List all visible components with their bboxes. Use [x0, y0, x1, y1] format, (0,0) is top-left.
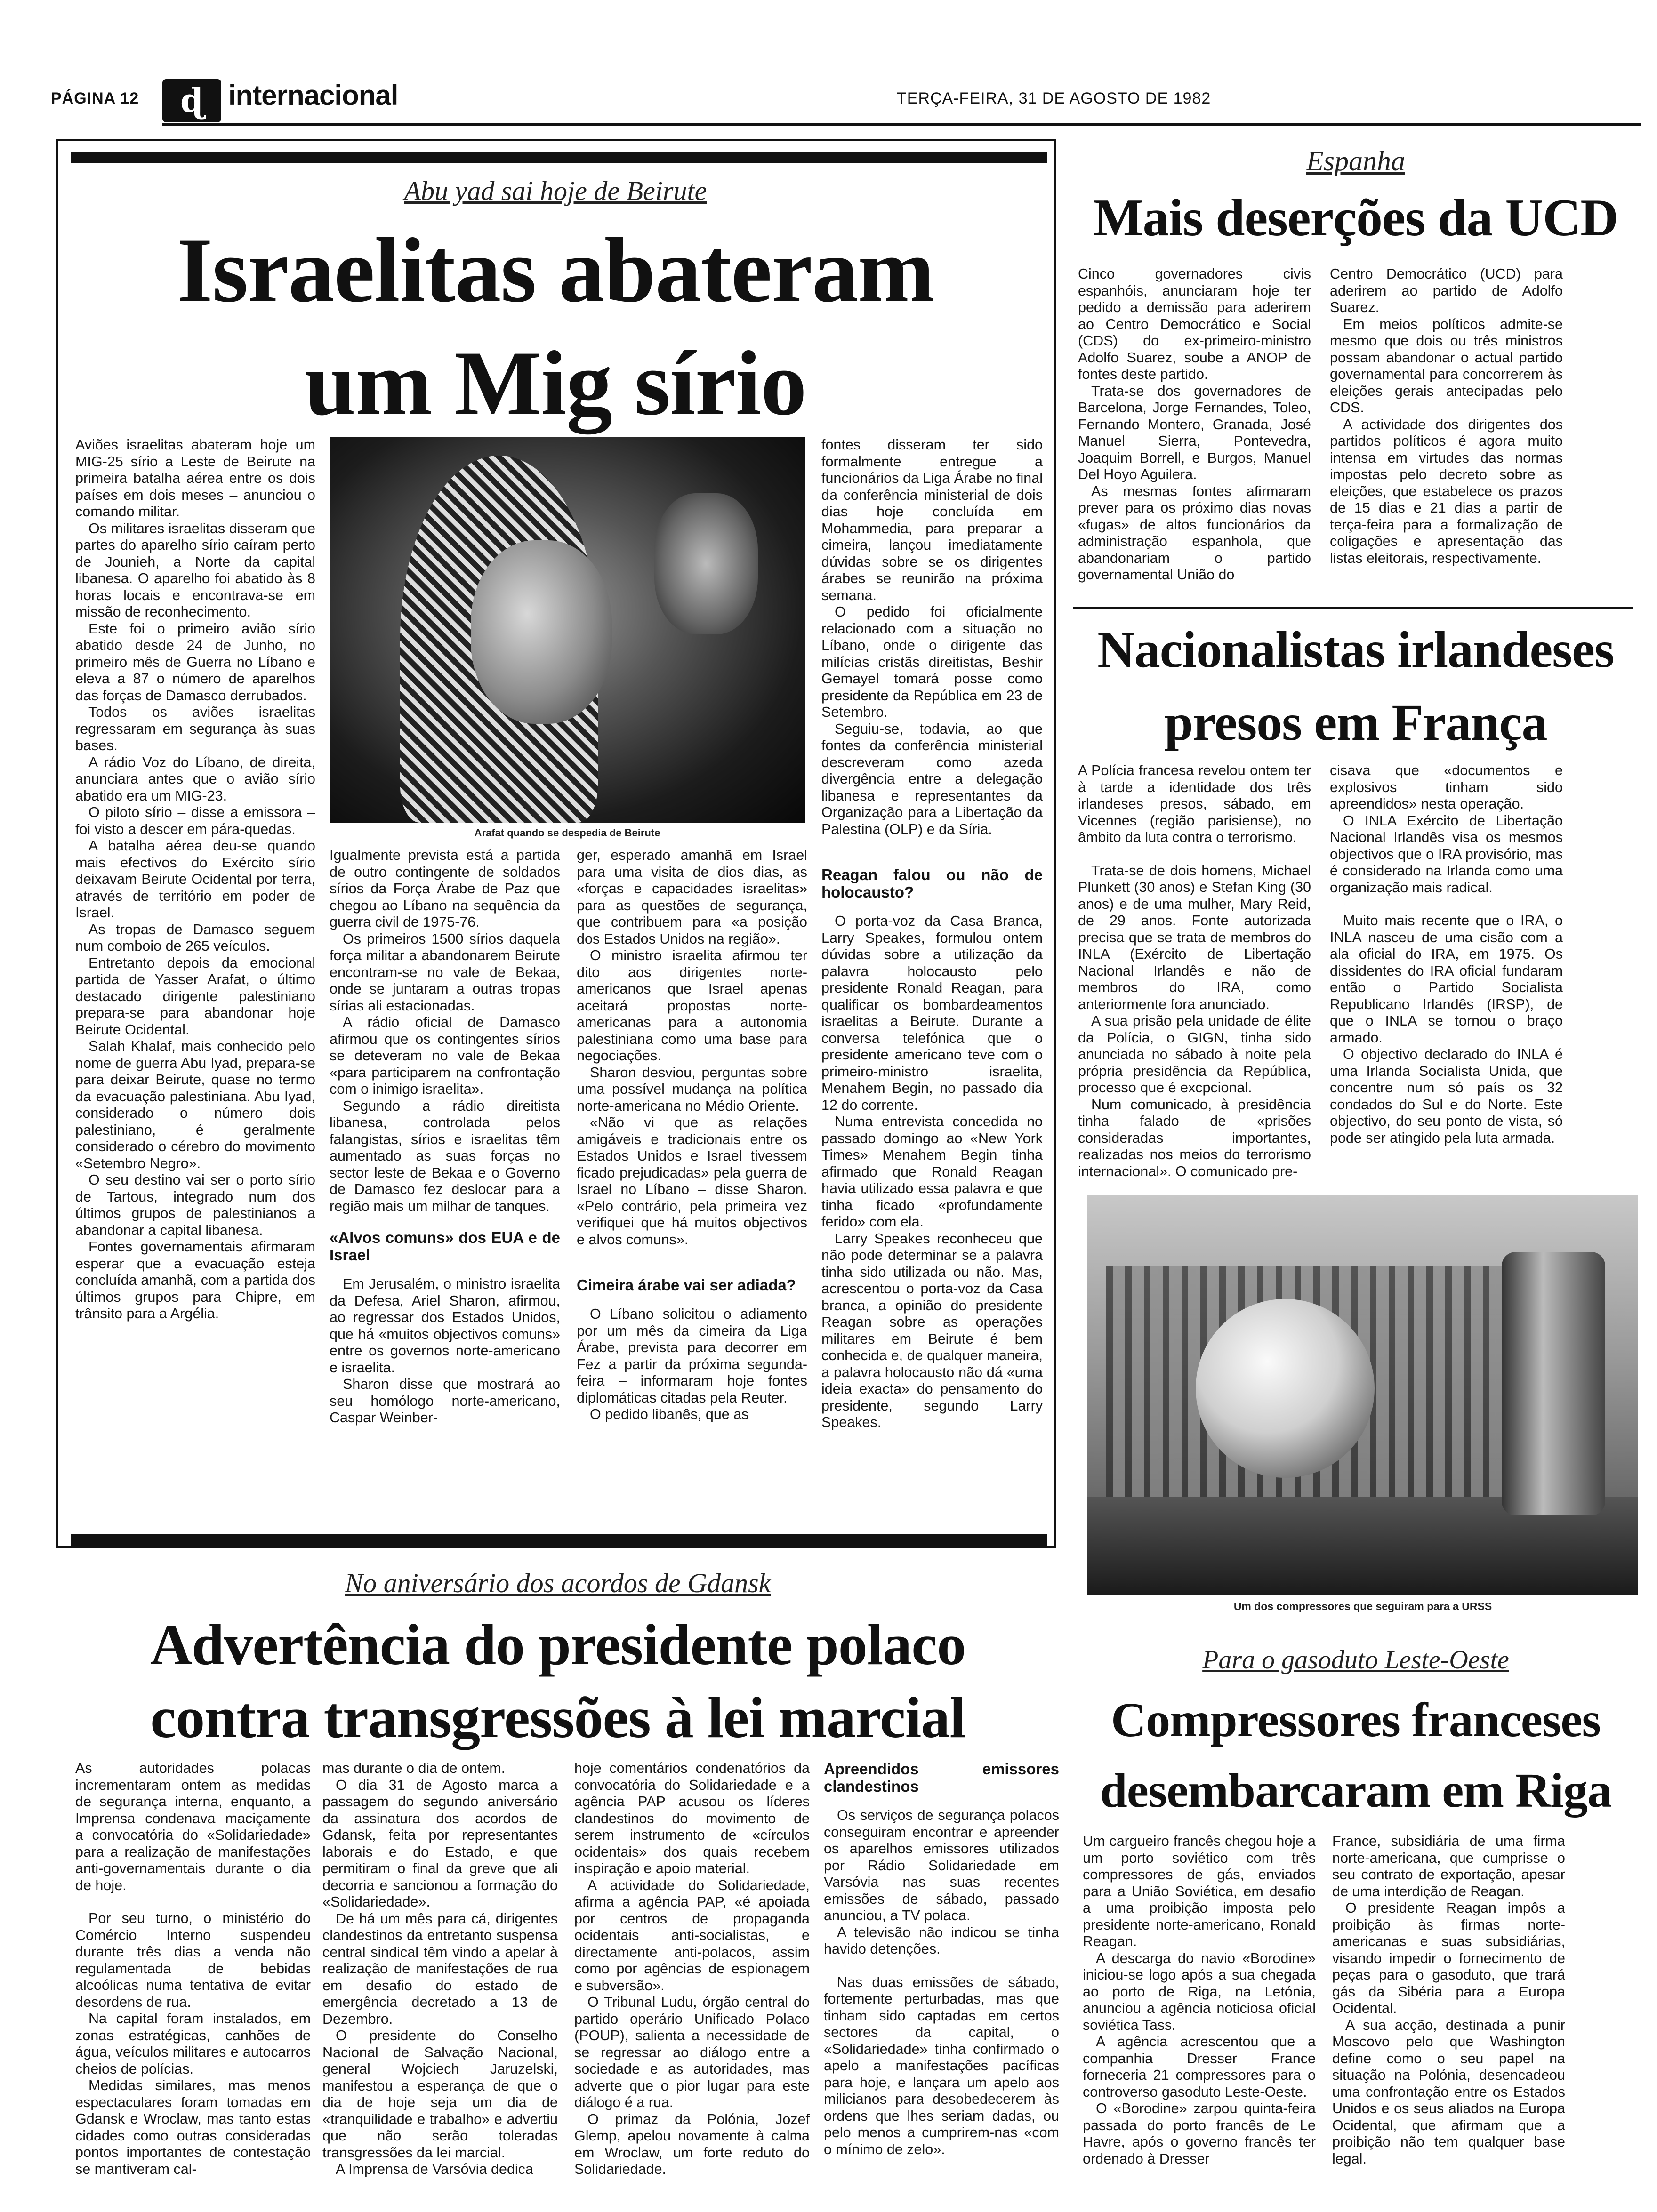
paragraph: A televisão não indicou se tinha havido detenções.: [824, 1924, 1059, 1957]
paragraph: Aviões israelitas abateram hoje um MIG-25 sírio a Leste de Beirute na primeira batalha aérea entre os dois países em dois meses – anunciou o comando militar.: [75, 437, 315, 520]
paragraph: Igualmente prevista está a partida de outro contingente de soldados sírios da Força Árabe de Paz que chegou ao Líbano na sequência da guerra civil de 1975-76.: [330, 847, 560, 930]
paragraph: hoje comentários condenatórios da convocatória do Solidariedade e a agência PAP acusou os líderes clandestinos do movimento de serem instrumento de «círculos ocidentais» dos quais recebem inspiração e apoio material.: [574, 1760, 810, 1876]
compressor-dome-shape: [1196, 1299, 1375, 1478]
paragraph: O Líbano solicitou o adiamento por um mês da cimeira da Liga Árabe, prevista para decorrer em Fez a partir da próxima segunda-feira – informaram hoje fontes diplomáticas citadas pela Reuter.: [577, 1306, 807, 1406]
paragraph: Larry Speakes reconheceu que não pode determinar se a palavra tinha sido utilizada ou não. Mas, acrescentou o porta-voz da Casa branca, a opinião do presidente Reagan sobre as operações militares em Beirute é bem conhecida e, de qualquer maneira, a palavra holocausto não dá «uma ideia exacta» do pensamento do presidente, segundo Larry Speakes.: [821, 1230, 1043, 1430]
paragraph: Trata-se de dois homens, Michael Plunkett (30 anos) e Stefan King (30 anos) e de uma mulher, Mary Reid, de 29 anos. Fonte autorizada precisa que se trata de membros do INLA (Exército de Libertação Nacional Irlandês e não de membros do IRA, como anteriormente fora anunciado.: [1078, 862, 1311, 1012]
paragraph: A agência acrescentou que a companhia Dresser France forneceria 21 compressores para o controverso gasoduto Leste-Oeste.: [1083, 2034, 1316, 2100]
poland-headline-line2: contra transgressões à lei marcial: [150, 1685, 965, 1750]
poland-column-2: [322, 1760, 558, 2178]
paragraph: ger, esperado amanhã em Israel para uma visita de dios dias, as «forças e capacidades israelitas» para as questões de segurança, que contribuem para «a posição dos Estados Unidos na região».: [577, 847, 807, 947]
paragraph: O objectivo declarado do INLA é uma Irlanda Socialista Unida, que concentre num só país os 32 condados do Sul e do Norte. Este objectivo, do seu ponto de vista, só pode ser atingido pela luta armada.: [1330, 1046, 1563, 1146]
compressor-kicker: Para o gasoduto Leste-Oeste: [1202, 1645, 1509, 1675]
spain-divider: [1073, 607, 1633, 609]
spain-column-2: [1330, 266, 1563, 567]
paragraph: Numa entrevista concedida no passado domingo ao «New York Times» Menahem Begin tinha afirmado que Ronald Reagan havia utilizado essa palavra e que tinha ficado «profundamente ferido» com ela.: [821, 1114, 1043, 1230]
face-shape: [471, 540, 612, 724]
paragraph: Fontes governamentais afirmaram esperar que a evacuação esteja concluída amanhã, com a partida dos últimos grupos para Chipre, em trânsito para a Argélia.: [75, 1239, 315, 1322]
israel-headline-line1: Israelitas abateram: [177, 219, 934, 321]
ireland-column-1: [1078, 762, 1311, 1180]
paragraph: O piloto sírio – disse a emissora – foi visto a descer em pára-quedas.: [75, 804, 315, 837]
page-number: PÁGINA 12: [51, 89, 139, 107]
paragraph: As tropas de Damasco seguem num comboio de 265 veículos.: [75, 921, 315, 954]
paragraph: A sua prisão pela unidade de élite da Polícia, o GIGN, tinha sido anunciada no sábado à noite pela própria presidência da República, processo que é excpcional.: [1078, 1013, 1311, 1096]
paragraph: O ministro israelita afirmou ter dito aos dirigentes norte-americanos que Israel apenas aceitará propostas norte-americanas para a autonomia palestiniana como uma base para negociações.: [577, 947, 807, 1064]
israel-column-2: [330, 847, 560, 1427]
cylinder-shape: [1502, 1252, 1605, 1515]
paragraph: Segundo a rádio direitista libanesa, controlada pelos falangistas, sírios e israelitas têm aumentado as suas forças no sector leste de Bekaa e o Governo de Damasco fez deslocar para a região mais um milhar de tanques.: [330, 1098, 560, 1214]
paragraph: A batalha aérea deu-se quando mais efectivos do Exército sírio deixavam Beirute Ocidental por terra, através de território em poder de Israel.: [75, 838, 315, 921]
paragraph: «Não vi que as relações amigáveis e tradicionais entre os Estados Unidos e Israel tivessem ficado prejudicadas» pela guerra de Israel no Líbano – disse Sharon. «Pelo contrário, pela primeira vez verifiquei que há muitos objectivos e alvos comuns».: [577, 1114, 807, 1248]
paragraph: Todos os aviões israelitas regressaram em segurança às suas bases.: [75, 704, 315, 753]
paragraph: Em meios políticos admite-se mesmo que dois ou três ministros possam abandonar o actual partido governamental para concorrerem às eleições gerais antecipadas pelo CDS.: [1330, 316, 1563, 416]
paragraph: Por seu turno, o ministério do Comércio Interno suspendeu durante três dias a venda não regulamentada de bebidas alcoólicas numa tentativa de evitar desordens de rua.: [75, 1910, 311, 2010]
israel-top-bar: [71, 152, 1047, 163]
paragraph: Centro Democrático (UCD) para aderirem ao partido de Adolfo Suarez.: [1330, 266, 1563, 315]
paragraph: O seu destino vai ser o porto sírio de Tartous, integrado num dos últimos grupos de palestinianos a abandonar a capital libanesa.: [75, 1172, 315, 1238]
compressor-headline-line2: desembarcaram em Riga: [1100, 1763, 1612, 1818]
paragraph: Na capital foram instalados, em zonas estratégicas, canhões de água, veículos militares e autocarros cheios de polícias.: [75, 2011, 311, 2077]
paragraph: A rádio Voz do Líbano, de direita, anunciara antes que o avião sírio abatido era um MIG-23.: [75, 754, 315, 804]
paragraph: O dia 31 de Agosto marca a passagem do segundo aniversário da assinatura dos acordos de Gdansk, feita por representantes laborais e do Estado, e que permitiram o final da greve que ali decorria e sancionou a formação do «Solidariedade».: [322, 1777, 558, 1910]
subheading: «Alvos comuns» dos EUA e de Israel: [330, 1229, 560, 1264]
paragraph: Muito mais recente que o IRA, o INLA nasceu de uma cisão com a ala oficial do IRA, em 1975. Os dissidentes do IRA oficial fundaram então o Partido Socialista Republicano Irlandês (IRSP), de que o INLA se tornou o braço armado.: [1330, 913, 1563, 1046]
paragraph: O pedido foi oficialmente relacionado com a situação no Líbano, onde o dirigente das milícias cristãs direitistas, Beshir Gemayel tomará posse como presidente da República em 23 de Setembro.: [821, 604, 1043, 720]
paragraph: O porta-voz da Casa Branca, Larry Speakes, formulou ontem dúvidas sobre a utilização da palavra holocausto pelo presidente Ronald Reagan, para qualificar os bombardeamentos israelitas a Beirute. Durante a conversa telefónica que o presidente americano teve com o primeiro-ministro israelita, Menahem Begin, no passado dia 12 do corrente.: [821, 913, 1043, 1113]
paragraph: As mesmas fontes afirmaram prever para os próximo dias novas «fugas» de altos funcionários da administração espanhola, que abandonariam o partido governamental União do: [1078, 483, 1311, 583]
poland-column-1: [75, 1760, 311, 2178]
paragraph: A sua acção, destinada a punir Moscovo pelo que Washington define como o seu papel na situação na Polónia, desencadeou uma confrontação entre os Estados Unidos e os seus aliados na Europa Ocidental, que afirmam que a proibição não tem qualquer base legal.: [1332, 2017, 1565, 2167]
paragraph: A descarga do navio «Borodine» iniciou-se logo após a sua chegada ao porto de Riga, na Letónia, anunciou a agência noticiosa oficial soviética Tass.: [1083, 1950, 1316, 2033]
arafat-photo-caption: Arafat quando se despedia de Beirute: [474, 827, 660, 839]
subheading: Reagan falou ou não de holocausto?: [821, 866, 1043, 901]
paragraph: As autoridades polacas incrementaram ontem as medidas de segurança interna, enquanto, a Imprensa condenava maciçamente a convocatória do «Solidariedade» para a realização de manifestações anti-governamentais durante o dia de hoje.: [75, 1760, 311, 1893]
paragraph: A rádio oficial de Damasco afirmou que os contingentes sírios se deteveram no vale de Bekaa «para participarem na confrontação com o inimigo israelita».: [330, 1014, 560, 1097]
newspaper-logo-icon: ɖ: [162, 79, 221, 122]
paragraph: Este foi o primeiro avião sírio abatido desde 24 de Junho, no primeiro mês de Guerra no Líbano e eleva a 87 o número de aparelhos das forças de Damasco derrubados.: [75, 620, 315, 704]
page-date: TERÇA-FEIRA, 31 DE AGOSTO DE 1982: [897, 89, 1211, 107]
paragraph: Nas duas emissões de sábado, fortemente perturbadas, mas que tinham sido captadas em certos sectores da capital, o «Solidariedade» tinha confirmado o apelo a manifestações pacíficas para hoje, e lançara um apelo aos milicianos para desobedecerem às ordens que lhes seriam dadas, ou pelo menos a cumprirem-nas «com o mínimo de zelo».: [824, 1974, 1059, 2157]
spain-kicker: Espanha: [1306, 145, 1405, 176]
poland-kicker: No aniversário dos acordos de Gdansk: [345, 1568, 771, 1598]
compressor-column-2: [1332, 1833, 1565, 2167]
header-rule: [162, 123, 1641, 126]
paragraph: Salah Khalaf, mais conhecido pelo nome de guerra Abu Iyad, prepara-se para deixar Beirute, quase no termo da evacuação palestiniana. Abu Iyad, considerado o número dois palestiniano, é geralmente considerado o cérebro do movimento «Setembro Negro».: [75, 1038, 315, 1171]
paragraph: De há um mês para cá, dirigentes clandestinos da entretanto suspensa central sindical têm vindo a apelar à realização de manifestações de rua em desafio do estado de emergência decretado a 13 de Dezembro.: [322, 1910, 558, 2027]
paragraph: Os militares israelitas disseram que partes do aparelho sírio caíram perto de Jounieh, a Norte da capital libanesa. O aparelho foi abatido às 8 horas locais e encontrava-se em missão de reconhecimento.: [75, 520, 315, 620]
paragraph: O INLA Exército de Libertação Nacional Irlandês visa os mesmos objectivos que o IRA provisório, mas é considerado na Irlanda como uma organização mais radical.: [1330, 812, 1563, 896]
spain-headline: Mais deserções da UCD: [1093, 189, 1618, 247]
israel-column-4: [821, 437, 1043, 1431]
section-title: internacional: [228, 80, 398, 111]
compressor-photo: [1087, 1195, 1638, 1595]
compressor-photo-caption: Um dos compressores que seguiram para a URSS: [1233, 1600, 1492, 1612]
paragraph: Cinco governadores civis espanhóis, anunciaram hoje ter pedido a demissão para aderirem ao Centro Democrático e Social (CDS) do ex-primeiro-ministro Adolfo Suarez, soube a ANOP de fontes deste partido.: [1078, 266, 1311, 382]
paragraph: fontes disseram ter sido formalmente entregue a funcionários da Liga Árabe no final da conferência ministerial de dois dias hoje concluída em Mohammedia, para preparar a cimeira, lançou imediatamente dúvidas sobre se os dirigentes árabes se reunirão na próxima semana.: [821, 437, 1043, 603]
paragraph: Seguiu-se, todavia, ao que fontes da conferência ministerial descreveram como azeda divergência entre a delegação libanesa e representantes da Organização para a Libertação da Palestina (OLP) e da Síria.: [821, 721, 1043, 837]
israel-column-3: [577, 847, 807, 1423]
paragraph: mas durante o dia de ontem.: [322, 1760, 506, 1776]
paragraph: O pedido libanês, que as: [590, 1406, 749, 1422]
paragraph: Os primeiros 1500 sírios daquela força militar a abandonarem Beirute encontram-se no vale de Bekaa, onde se juntaram a outras tropas sírias ali estacionadas.: [330, 930, 560, 1014]
compressor-column-1: [1083, 1833, 1316, 2167]
paragraph: Um cargueiro francês chegou hoje a um porto soviético com três compressores de gás, enviados para a União Soviética, em desafio a uma proibição imposta pelo presidente norte-americano, Ronald Reagan.: [1083, 1833, 1316, 1949]
paragraph: Os serviços de segurança polacos conseguiram encontrar e apreender os aparelhos emissores utilizados por Rádio Solidariedade em Varsóvia nas suas recentes emissões de sábado, passado anunciou, a TV polaca.: [824, 1807, 1059, 1923]
paragraph: Sharon desviou, perguntas sobre uma possível mudança na política norte-americana no Médio Oriente.: [577, 1064, 807, 1114]
subheading: Apreendidos emissores clandestinos: [824, 1760, 1059, 1795]
poland-column-3: [574, 1760, 810, 2178]
israel-bottom-bar: [71, 1534, 1047, 1546]
arafat-photo: [330, 437, 805, 823]
subheading: Cimeira árabe vai ser adiada?: [577, 1276, 796, 1294]
ireland-column-2: [1330, 762, 1563, 1146]
paragraph: Trata-se dos governadores de Barcelona, Jorge Fernandes, Toleo, Fernando Montero, Granada, José Manuel Sierra, Pontevedra, Joaquim Borrell, e Burgos, Manuel Del Hoyo Aguilera.: [1078, 383, 1311, 482]
compressor-headline-line1: Compressores franceses: [1111, 1693, 1601, 1747]
paragraph: Num comunicado, à presidência tinha falado de «prisões consideradas importantes, realizadas nos meios do terrorismo internacional». O comunicado pre-: [1078, 1096, 1311, 1179]
paragraph: Entretanto depois da emocional partida de Yasser Arafat, o último destacado dirigente palestiniano prepara-se para abandonar hoje Beirute Ocidental.: [75, 954, 315, 1038]
poland-headline-line1: Advertência do presidente polaco: [150, 1612, 966, 1677]
paragraph: O Tribunal Ludu, órgão central do partido operário Unificado Polaco (POUP), salienta a necessidade de se regressar ao diálogo entre a sociedade e as autoridades, mas adverte que o pior lugar para este diálogo é a rua.: [574, 1994, 810, 2110]
poland-column-4: [824, 1760, 1059, 2158]
paragraph: Em Jerusalém, o ministro israelita da Defesa, Ariel Sharon, afirmou, ao regressar dos Estados Unidos, que há «muitos objectivos comuns» entre os governos norte-americano e israelita.: [330, 1276, 560, 1376]
israel-column-1: [75, 437, 315, 1322]
israel-headline-line2: um Mig sírio: [305, 332, 806, 434]
ireland-headline-line2: presos em França: [1164, 694, 1547, 751]
paragraph: A actividade do Solidariedade, afirma a agência PAP, «é apoiada por centros de propaganda ocidentais anti-socialistas, e directamente anti-polacos, assim como por agências de espionagem e subversão».: [574, 1877, 810, 1994]
paragraph: O primaz da Polónia, Jozef Glemp, apelou novamente à calma em Wroclaw, um forte reduto do Solidariedade.: [574, 2111, 810, 2177]
paragraph: Medidas similares, mas menos espectaculares foram tomadas em Gdansk e Wroclaw, mas tanto estas cidades como outras consideradas pontos importantes de contestação se mantiveram cal-: [75, 2077, 311, 2177]
ireland-headline-line1: Nacionalistas irlandeses: [1097, 621, 1614, 678]
paragraph: France, subsidiária de uma firma norte-americana, que cumprisse o seu contrato de exportação, apesar de uma interdição de Reagan.: [1332, 1833, 1565, 1899]
paragraph: A Polícia francesa revelou ontem ter à tarde a identidade dos três irlandeses presos, sábado, em Vicennes (região parisiense), no âmbito da luta contra o terrorismo.: [1078, 762, 1311, 845]
hand-shape: [654, 493, 758, 634]
paragraph: cisava que «documentos e explosivos tinham sido apreendidos» nesta operação.: [1330, 762, 1563, 812]
spain-column-1: [1078, 266, 1311, 584]
paragraph: O «Borodine» zarpou quinta-feira passada do porto francês de Le Havre, após o governo francês ter ordenado à Dresser: [1083, 2100, 1316, 2167]
paragraph: O presidente Reagan impôs a proibição às firmas norte-americanas e suas subsidiárias, visando impedir o fornecimento de peças para o gasoduto, que trará gás da Sibéria para a Europa Ocidental.: [1332, 1900, 1565, 2016]
paragraph: A actividade dos dirigentes dos partidos políticos é agora muito intensa em virtudes das normas impostas pelo decreto sobre as eleições, que estabelece os prazos de 15 dias e 21 dias a partir de terça-feira para a formalização de coligações e apresentação das listas eleitorais, respectivamente.: [1330, 416, 1563, 566]
paragraph: O presidente do Conselho Nacional de Salvação Nacional, general Wojciech Jaruzelski, manifestou a esperança de que o dia de hoje seja um dia de «tranquilidade e trabalho» e advertiu que não serão toleradas transgressões da lei marcial.: [322, 2028, 558, 2161]
israel-kicker: Abu yad sai hoje de Beirute: [404, 176, 707, 206]
paragraph: A Imprensa de Varsóvia dedica: [336, 2161, 533, 2177]
paragraph: Sharon disse que mostrará ao seu homólogo norte-americano, Caspar Weinber-: [330, 1376, 560, 1426]
